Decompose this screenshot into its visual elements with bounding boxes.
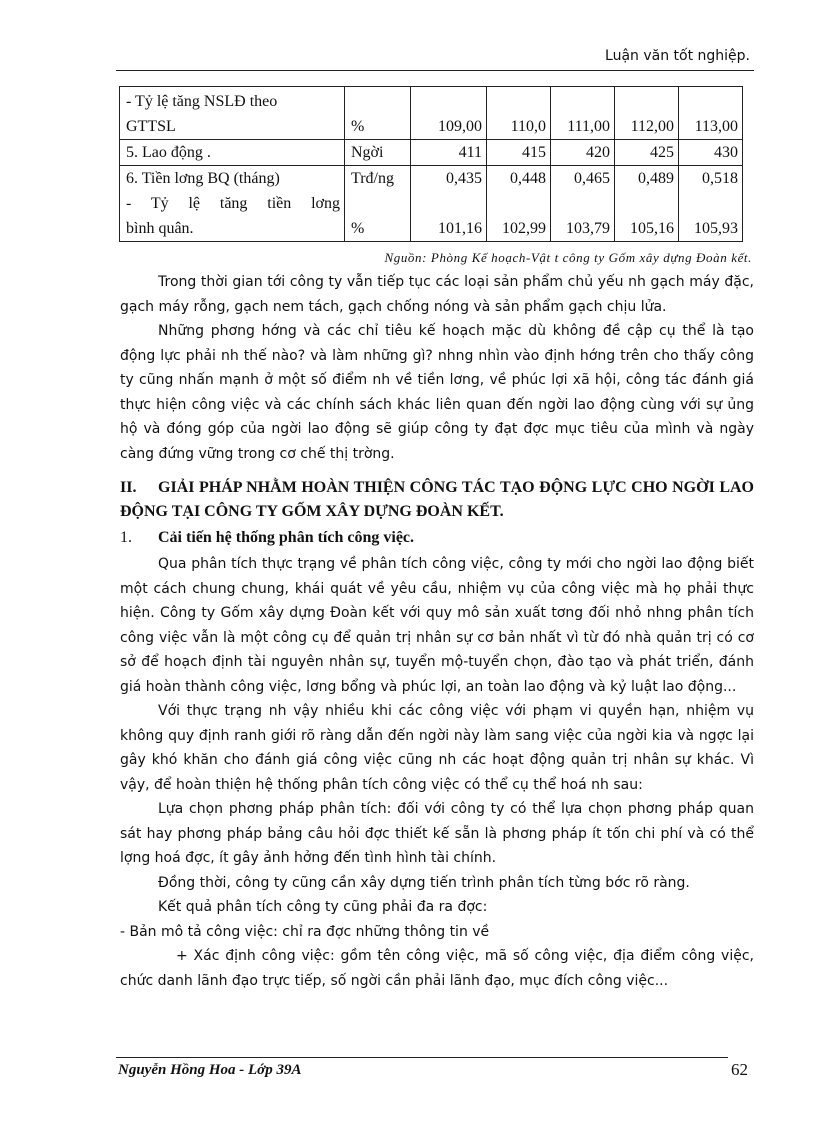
running-header-title: Luận văn tốt nghiệp. bbox=[605, 48, 750, 64]
footer-divider bbox=[116, 1057, 728, 1058]
subsection-title: Cải tiến hệ thống phân tích công việc. bbox=[158, 529, 415, 546]
header-divider bbox=[116, 70, 754, 71]
table-cell: 411 bbox=[411, 140, 487, 166]
table-row bbox=[120, 166, 743, 242]
table-cell: 112,00 bbox=[615, 87, 679, 140]
section-title: GIẢI PHÁP NHẰM HOÀN THIỆN CÔNG TÁC TẠO ĐỘNG LỰC CHO NGỜI LAO ĐỘNG TẠI CÔNG TY GỐM XÂY DỰNG ĐOÀN KẾT. bbox=[120, 479, 754, 520]
subsection-number: 1. bbox=[120, 529, 132, 546]
table-cell: 109,00 bbox=[411, 87, 487, 140]
statistics-table bbox=[119, 86, 743, 242]
row-label: 6. Tiền lơng BQ (tháng) - Tỷ lệ tăng tiền lơng bình quân. bbox=[120, 166, 345, 242]
paragraph: Những phơng hớng và các chỉ tiêu kế hoạch mặc dù không đề cập cụ thể là tạo động lực phải nh thế nào? và làm những gì? nhng nhìn vào định hớng trên cho thấy công ty cũng nhấn mạnh ở một số điểm nh về tiền lơng, về phúc lợi xã hội, công tác đánh giá thực hiện công việc và các chính sách khác liên quan đến ngời lao động cùng với sự ủng hộ và đóng góp của ngời lao động sẽ giúp công ty đạt đợc mục tiêu của mình và ngày càng đứng vững trong cơ chế thị trờng. bbox=[120, 323, 754, 462]
table-cell: 425 bbox=[615, 140, 679, 166]
section-heading bbox=[120, 476, 754, 524]
list-item: - Bản mô tả công việc: chỉ ra đợc những thông tin về bbox=[120, 923, 490, 940]
paragraph: Qua phân tích thực trạng về phân tích công việc, công ty mới cho ngời lao động biết một cách chung chung, khái quát về yêu cầu, nhiệm vụ của công việc mà họ phải thực hiện. Công ty Gốm xây dựng Đoàn kết với quy mô sản xuất tơng đối nhỏ nhng phân tích công việc vẫn là một công cụ để quản trị nhân sự cơ bản nhất vì từ đó nhà quản trị có cơ sở để hoạch định tài nguyên nhân sự, tuyển mộ-tuyển chọn, đào tạo và phát triển, đánh giá hoàn thành công việc, lơng bổng và phúc lợi, an toàn lao động và kỷ luật lao động... bbox=[120, 556, 754, 695]
table-row bbox=[120, 140, 743, 166]
table-cell: 420 bbox=[551, 140, 615, 166]
paragraph: Đồng thời, công ty cũng cần xây dựng tiến trình phân tích từng bớc rõ ràng. bbox=[158, 874, 690, 891]
table-cell: 110,0 bbox=[487, 87, 551, 140]
table-cell: 0,448 102,99 bbox=[487, 166, 551, 242]
section-number: II. bbox=[120, 479, 137, 496]
table-cell: 113,00 bbox=[679, 87, 743, 140]
table-cell: 430 bbox=[679, 140, 743, 166]
table-row bbox=[120, 87, 743, 140]
footer-author: Nguyễn Hồng Hoa - Lớp 39A bbox=[118, 1062, 302, 1078]
row-label: 5. Lao động . bbox=[120, 140, 345, 166]
row-unit: Trđ/ng % bbox=[345, 166, 411, 242]
page-number: 62 bbox=[731, 1060, 748, 1079]
paragraph: Trong thời gian tới công ty vẫn tiếp tục các loại sản phẩm chủ yếu nh gạch máy đặc, gạch máy rỗng, gạch nem tách, gạch chống nóng và sản phẩm gạch chịu lửa. bbox=[120, 274, 754, 315]
table-cell: 0,518 105,93 bbox=[679, 166, 743, 242]
row-unit: Ngời bbox=[345, 140, 411, 166]
paragraph: Với thực trạng nh vậy nhiều khi các công việc với phạm vi quyền hạn, nhiệm vụ không quy định ranh giới rõ ràng dẫn đến ngời này làm sang việc của ngời kia và ngợc lại gây khó khăn cho đánh giá công việc cũng nh các hoạt động quản trị nhân sự khác. Vì vậy, để hoàn thiện hệ thống phân tích công việc có thể cụ thể hoá nh sau: bbox=[120, 703, 754, 793]
paragraph: Lựa chọn phơng pháp phân tích: đối với công ty có thể lựa chọn phơng pháp quan sát hay phơng pháp bảng câu hỏi đợc thiết kế sẵn là phơng pháp ít tốn chi phí và có thể lợng hoá đợc, ít gây ảnh hởng đến tình hình tài chính. bbox=[120, 801, 754, 866]
table-cell: 111,00 bbox=[551, 87, 615, 140]
table-cell: 415 bbox=[487, 140, 551, 166]
table-cell: 0,489 105,16 bbox=[615, 166, 679, 242]
row-unit: % bbox=[345, 87, 411, 140]
list-item: + Xác định công việc: gồm tên công việc, mã số công việc, địa điểm công việc, chức danh lãnh đạo trực tiếp, số ngời cần phải lãnh đạo, mục đích công việc... bbox=[120, 948, 754, 989]
main-text bbox=[120, 270, 754, 993]
paragraph: Kết quả phân tích công ty cũng phải đa ra đợc: bbox=[158, 899, 488, 915]
subsection-heading bbox=[120, 524, 754, 552]
table-cell: 0,435 101,16 bbox=[411, 166, 487, 242]
table-source-note: Nguồn: Phòng Kế hoạch-Vật t công ty Gốm xây dựng Đoàn kết. bbox=[384, 250, 752, 265]
table-cell: 0,465 103,79 bbox=[551, 166, 615, 242]
row-label: - Tỷ lệ tăng NSLĐ theo GTTSL bbox=[120, 87, 345, 140]
